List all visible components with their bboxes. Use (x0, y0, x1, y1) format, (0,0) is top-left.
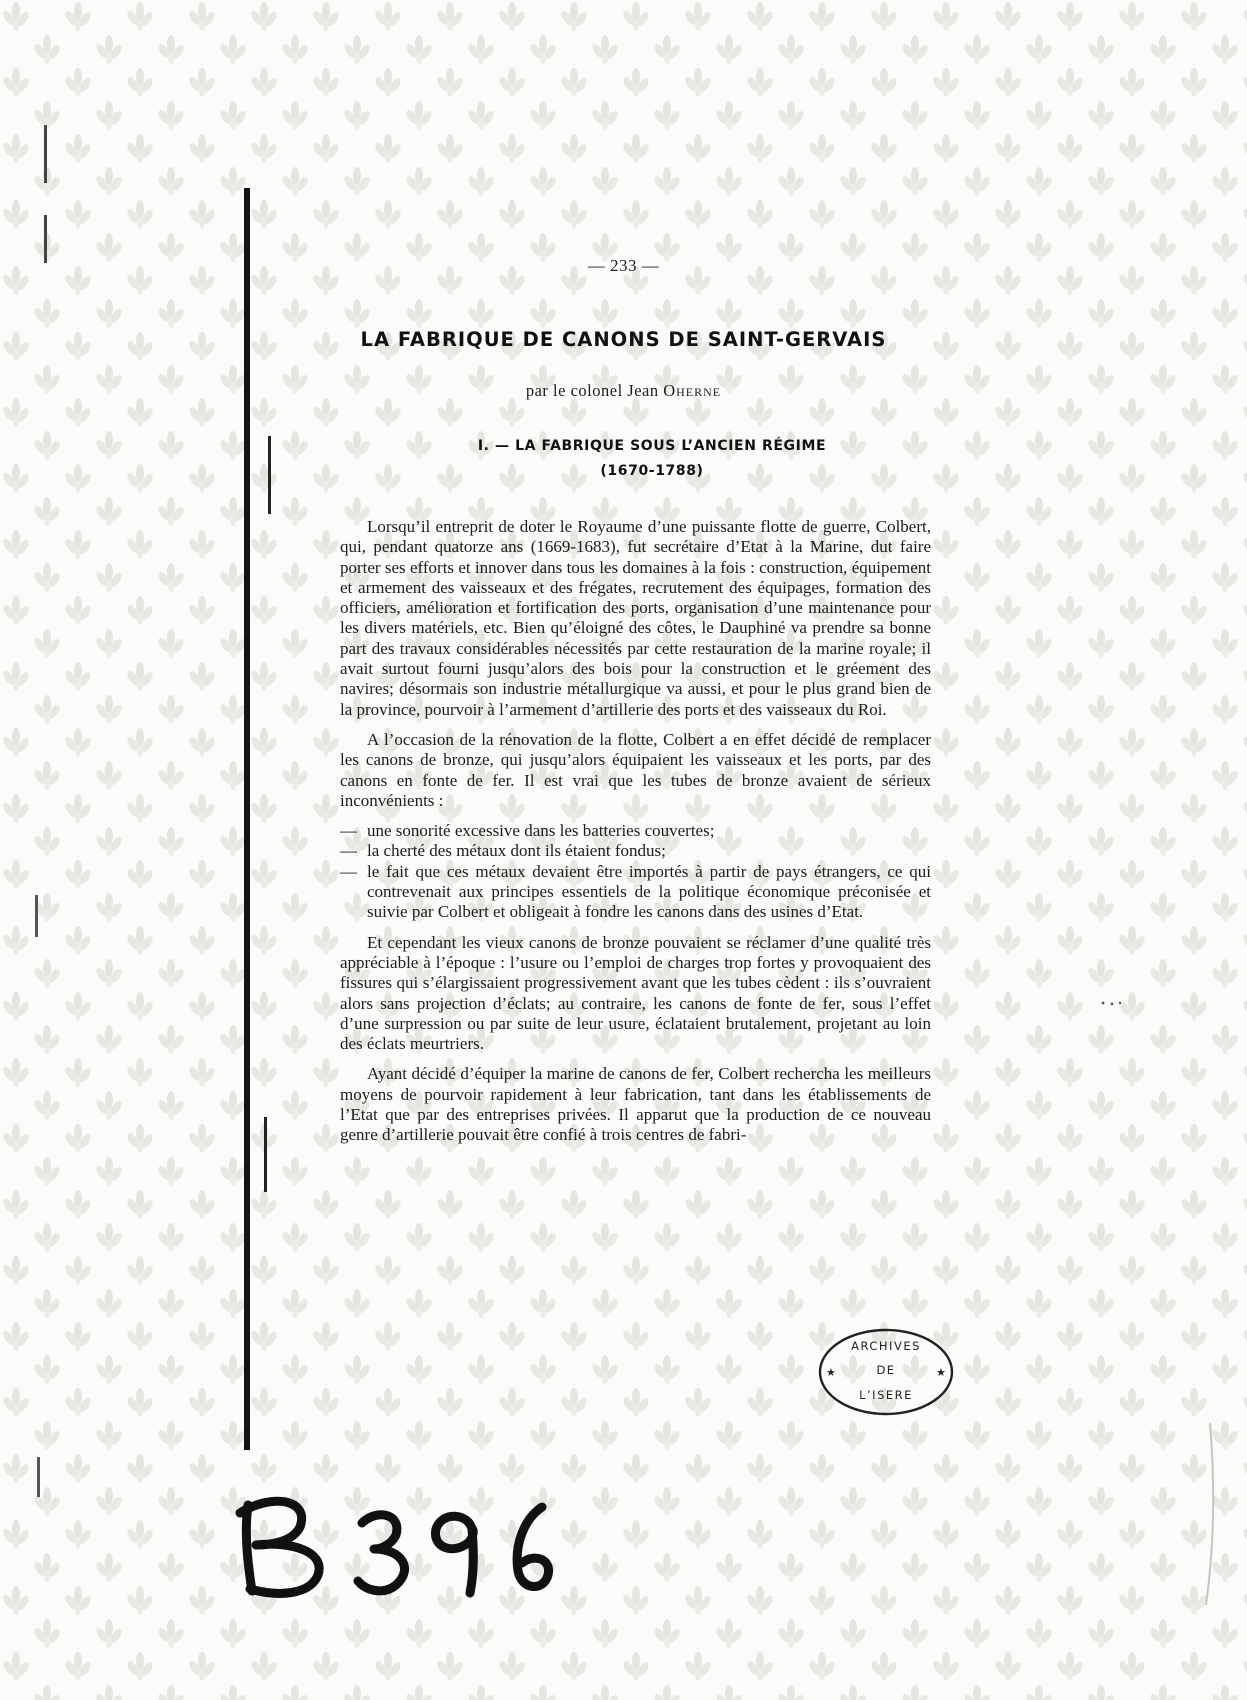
margin-tick (264, 1117, 267, 1192)
paragraph: A l’occasion de la rénovation de la flotte, Colbert a en effet décidé de remplacer les canons de bronze, qui jusqu’alors équipaient les vaisseaux et les ports, par des canons en fonte de fer. Il est vrai que les tubes de bronze avaient de sérieux inconvénients : (340, 729, 931, 810)
handwriting-stroke (358, 1515, 405, 1591)
author-surname: Oherne (663, 381, 722, 400)
list-item (340, 862, 931, 923)
list-item-text: une sonorité excessive dans les batteries couvertes; (367, 821, 715, 841)
margin-tick (35, 895, 38, 937)
archives-stamp (816, 1326, 956, 1418)
stamp-line-2: DE (876, 1363, 896, 1377)
article-title: LA FABRIQUE DE CANONS DE SAINT-GERVAIS (360, 328, 887, 351)
speck (1111, 1003, 1114, 1006)
handwritten-call-number (230, 1483, 570, 1603)
paragraph: Et cependant les vieux canons de bronze pouvaient se réclamer d’une qualité très appréciable à l’époque : l’usure ou l’emploi de charges trop fortes y provoquaient des fissures qui s’élargissaient progressivement avant que les tubes cèdent : ils s’ouvraient alors sans projection d’éclats; au contraire, les canons de fonte de fer, sous l’effet d’une surpression ou par suite de leur usure, éclataient brutalement, projetant au loin des éclats meurtriers. (340, 932, 931, 1054)
list-item-text: le fait que ces métaux devaient être importés à partir de pays étrangers, ce qui contrevenait aux principes essentiels de la politique économique préconisée et suivie par Colbert et obligeait à fondre les canons dans des usines d’Etat. (367, 861, 931, 922)
star-icon: ★ (826, 1366, 836, 1379)
section-heading-dates: (1670-1788) (600, 463, 704, 479)
list-item-text: la cherté des métaux dont ils étaient fondus; (367, 841, 666, 861)
stamp-line-3: L’ISERE (859, 1388, 913, 1402)
stamp-line-1: ARCHIVES (851, 1339, 921, 1353)
list-item (340, 821, 931, 841)
paragraph: Lorsqu’il entreprit de doter le Royaume d’une puissante flotte de guerre, Colbert, qui, pendant quatorze ans (1669-1683), fut secrétaire d’Etat à la Marine, dut faire porter ses efforts et innover dans tous les domaines à la fois : construction, équipement et armement des vaisseaux et des frégates, recrutement des équipages, formation des officiers, amélioration et fortification des ports, organisation d’une maintenance pour les divers matériels, etc. Bien qu’éloigné des côtes, le Dauphiné va prendre sa bonne part des travaux considérables nécessités par cette restauration de la marine royale; il avait surtout fourni jusqu’alors des bois pour la construction et le gréement des navires; désormais son industrie métallurgique va aussi, et pour le plus grand bien de la province, pourvoir à l’armement d’artillerie des ports et des vaisseaux du Roi. (340, 517, 931, 719)
speck (1102, 1002, 1105, 1005)
list-dash: — (340, 861, 357, 881)
section-heading-title: I. — LA FABRIQUE SOUS L’ANCIEN RÉGIME (477, 438, 827, 454)
margin-tick (37, 1457, 40, 1497)
list-dash: — (340, 821, 357, 841)
inconvenients-list (340, 821, 931, 922)
star-icon: ★ (936, 1366, 946, 1379)
speck (1119, 1002, 1121, 1004)
list-item (340, 841, 931, 861)
handwriting-stroke (435, 1516, 473, 1593)
section-heading (442, 434, 862, 484)
margin-tick (268, 436, 271, 514)
paragraph: Ayant décidé d’équiper la marine de canons de fer, Colbert rechercha les meilleurs moyens de pourvoir rapidement à leur fabrication, tant dans les établissements de l’Etat que par des entreprises privées. Il apparut que la production de ce nouveau genre d’artillerie pouvait être confié à trois centres de fabri- (340, 1064, 931, 1145)
page-number: — 233 — (587, 256, 660, 275)
margin-tick (44, 125, 47, 183)
handwriting-stroke (246, 1505, 252, 1591)
article-body (340, 517, 931, 1156)
handwriting-stroke (517, 1507, 548, 1587)
byline (0, 381, 1247, 401)
list-dash: — (340, 841, 357, 861)
binding-bar (244, 188, 250, 1450)
byline-prefix: par le colonel Jean (525, 381, 664, 400)
